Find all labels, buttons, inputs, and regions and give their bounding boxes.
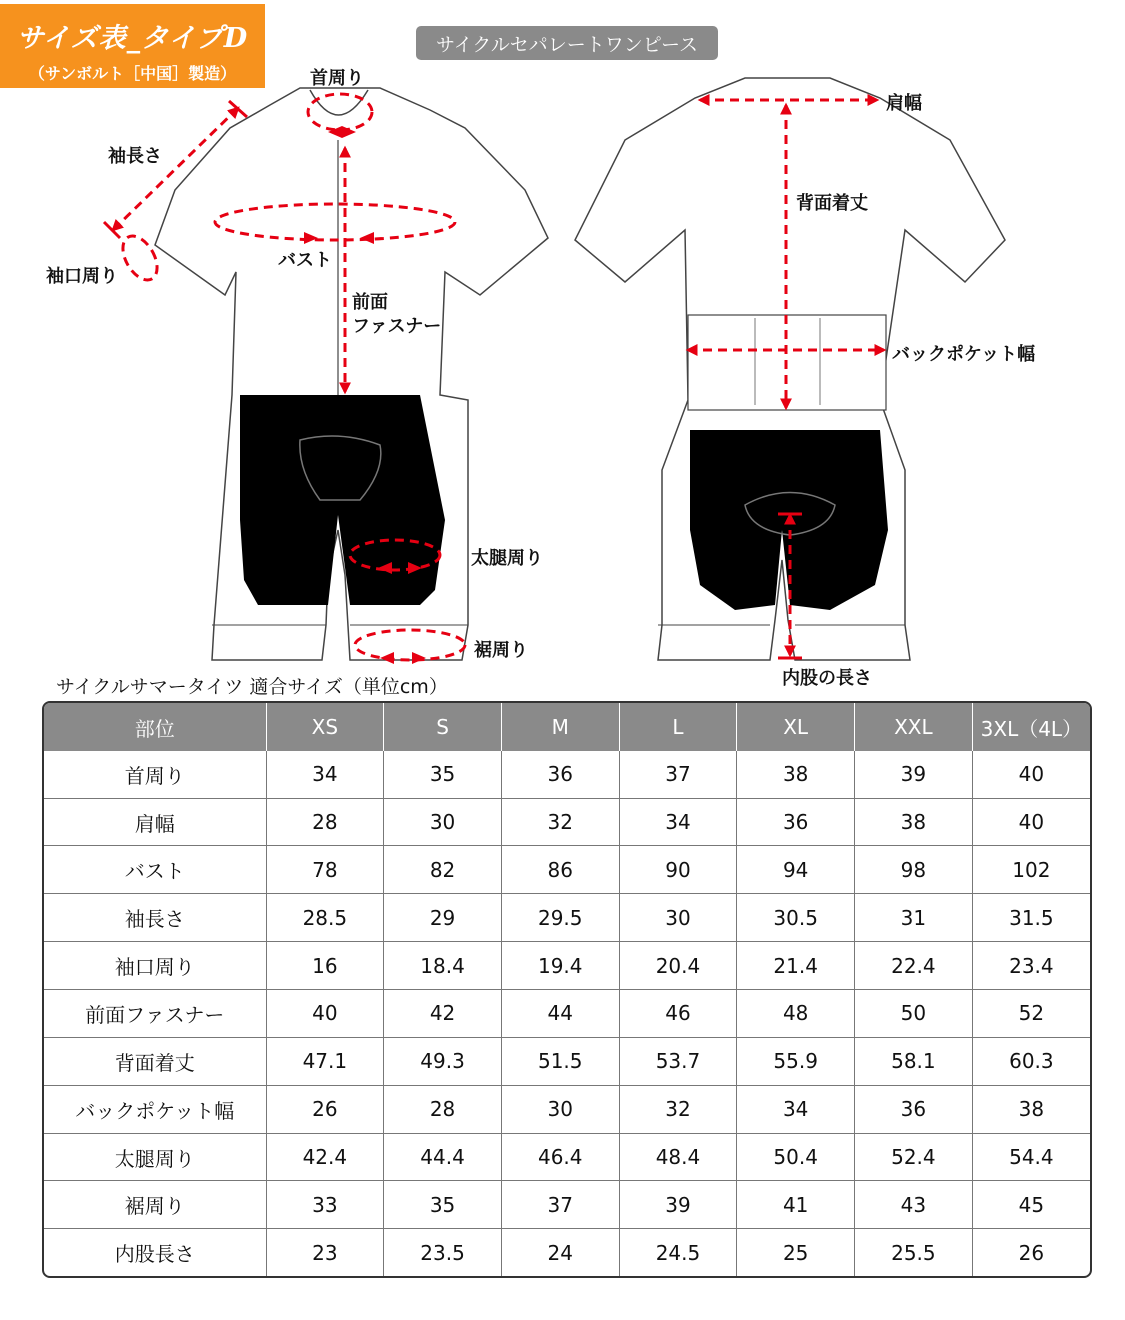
row-label-cell: 裾周り bbox=[44, 1181, 266, 1229]
table-row bbox=[44, 798, 1090, 846]
size-value-cell: 34 bbox=[737, 1085, 855, 1133]
size-value-cell: 86 bbox=[501, 846, 619, 894]
row-label-cell: 背面着丈 bbox=[44, 1037, 266, 1085]
table-header-row bbox=[44, 703, 1090, 751]
size-value-cell: 102 bbox=[972, 846, 1090, 894]
row-label-cell: 前面ファスナー bbox=[44, 990, 266, 1038]
size-value-cell: 47.1 bbox=[266, 1037, 384, 1085]
table-row bbox=[44, 942, 1090, 990]
size-value-cell: 30 bbox=[619, 894, 737, 942]
size-value-cell: 31.5 bbox=[972, 894, 1090, 942]
size-value-cell: 42.4 bbox=[266, 1133, 384, 1181]
size-table bbox=[42, 701, 1092, 1278]
size-value-cell: 40 bbox=[1018, 762, 1045, 787]
table-body bbox=[44, 751, 1090, 1276]
size-value-cell: 25 bbox=[737, 1229, 855, 1276]
size-value-cell: 50 bbox=[855, 990, 973, 1038]
size-value-cell: 33 bbox=[266, 1181, 384, 1229]
row-label-cell: 太腿周り bbox=[44, 1133, 266, 1181]
size-value-cell: 23 bbox=[266, 1229, 384, 1276]
size-value-cell: 32 bbox=[619, 1085, 737, 1133]
size-value-cell: 60.3 bbox=[972, 1037, 1090, 1085]
size-value-cell: 37 bbox=[619, 751, 737, 798]
size-value-cell: 98 bbox=[855, 846, 973, 894]
size-value-cell: 19.4 bbox=[501, 942, 619, 990]
table-row bbox=[44, 1085, 1090, 1133]
size-value-cell: 48 bbox=[737, 990, 855, 1038]
label-hem: 裾周り bbox=[474, 640, 528, 661]
row-label-cell: 袖長さ bbox=[44, 894, 266, 942]
size-value-cell: 30 bbox=[501, 1085, 619, 1133]
size-value-cell: 29.5 bbox=[501, 894, 619, 942]
table-row bbox=[44, 1229, 1090, 1276]
front-garment bbox=[155, 88, 548, 660]
label-inseam: 内股の長さ bbox=[782, 668, 872, 689]
row-label-cell: バックポケット幅 bbox=[44, 1085, 266, 1133]
size-value-cell: 35 bbox=[384, 1181, 502, 1229]
size-value-cell: 48.4 bbox=[619, 1133, 737, 1181]
row-label-cell: 首周り bbox=[44, 751, 266, 798]
label-front-zip-2: ファスナー bbox=[352, 316, 442, 337]
size-value-cell: 34 bbox=[266, 751, 384, 798]
header-cell: L bbox=[619, 703, 737, 751]
size-value-cell: 16 bbox=[266, 942, 384, 990]
size-value-cell: 34 bbox=[619, 798, 737, 846]
size-value-cell: 28 bbox=[384, 1085, 502, 1133]
table-row bbox=[44, 846, 1090, 894]
label-thigh: 太腿周り bbox=[471, 548, 543, 569]
size-value-cell: 23.4 bbox=[972, 942, 1090, 990]
size-value-cell: 20.4 bbox=[619, 942, 737, 990]
size-value-cell: 42 bbox=[384, 990, 502, 1038]
header-cell: S bbox=[384, 703, 502, 751]
table-row bbox=[44, 1181, 1090, 1229]
header-cell: XL bbox=[737, 703, 855, 751]
size-value-cell: 53.7 bbox=[619, 1037, 737, 1085]
header-cell: 部位 bbox=[44, 703, 266, 751]
size-value-cell: 40 bbox=[266, 990, 384, 1038]
size-value-cell: 36 bbox=[501, 751, 619, 798]
label-back-pocket: バックポケット幅 bbox=[892, 344, 1036, 365]
size-value-cell: 38 bbox=[737, 751, 855, 798]
size-value-cell: 37 bbox=[501, 1181, 619, 1229]
back-garment bbox=[575, 78, 1005, 660]
size-value-cell: 94 bbox=[737, 846, 855, 894]
size-value-cell: 46.4 bbox=[501, 1133, 619, 1181]
size-value-cell: 39 bbox=[619, 1181, 737, 1229]
size-value-cell: 55.9 bbox=[737, 1037, 855, 1085]
label-sleeve-length: 袖長さ bbox=[108, 146, 162, 167]
product-name-pill: サイクルセパレートワンピース bbox=[416, 26, 718, 60]
size-value-cell: 44.4 bbox=[384, 1133, 502, 1181]
size-value-cell: 46 bbox=[619, 990, 737, 1038]
size-value-cell: 41 bbox=[737, 1181, 855, 1229]
size-value-cell: 49.3 bbox=[384, 1037, 502, 1085]
label-cuff: 袖口周り bbox=[46, 266, 118, 287]
size-value-cell: 54.4 bbox=[972, 1133, 1090, 1181]
size-value-cell: 36 bbox=[855, 1085, 973, 1133]
table-row bbox=[44, 1037, 1090, 1085]
size-value-cell: 29 bbox=[384, 894, 502, 942]
size-value-cell: 24 bbox=[501, 1229, 619, 1276]
header-cell: XS bbox=[266, 703, 384, 751]
size-value-cell: 52 bbox=[972, 990, 1090, 1038]
size-value-cell: 23.5 bbox=[384, 1229, 502, 1276]
size-value-cell: 50.4 bbox=[737, 1133, 855, 1181]
size-value-cell: 40 bbox=[972, 798, 1090, 846]
size-value-cell: 28.5 bbox=[266, 894, 384, 942]
size-value-cell: 45 bbox=[972, 1181, 1090, 1229]
row-label-cell: バスト bbox=[44, 846, 266, 894]
size-value-cell: 78 bbox=[266, 846, 384, 894]
row-label-cell: 肩幅 bbox=[44, 798, 266, 846]
table-row bbox=[44, 990, 1090, 1038]
table-row bbox=[44, 1133, 1090, 1181]
size-value-cell: 28 bbox=[266, 798, 384, 846]
row-label-cell: 袖口周り bbox=[44, 942, 266, 990]
size-value-cell: 58.1 bbox=[855, 1037, 973, 1085]
size-value-cell: 51.5 bbox=[501, 1037, 619, 1085]
size-value-cell: 44 bbox=[501, 990, 619, 1038]
size-value-cell: 25.5 bbox=[855, 1229, 973, 1276]
size-value-cell: 90 bbox=[619, 846, 737, 894]
size-value-cell: 35 bbox=[384, 751, 502, 798]
size-value-cell: 43 bbox=[855, 1181, 973, 1229]
size-value-cell: 38 bbox=[855, 798, 973, 846]
size-value-cell: 39 bbox=[855, 751, 973, 798]
size-value-cell: 38 bbox=[972, 1085, 1090, 1133]
label-back-length: 背面着丈 bbox=[796, 193, 868, 214]
header-cell: 3XL（4L） bbox=[972, 703, 1090, 751]
row-label-cell: 内股長さ bbox=[44, 1229, 266, 1276]
label-neck: 首周り bbox=[310, 68, 364, 89]
size-value-cell: 24.5 bbox=[619, 1229, 737, 1276]
header-cell: M bbox=[501, 703, 619, 751]
size-value-cell: 26 bbox=[266, 1085, 384, 1133]
size-value-cell: 32 bbox=[501, 798, 619, 846]
size-value-cell: 30.5 bbox=[737, 894, 855, 942]
size-value-cell: 21.4 bbox=[737, 942, 855, 990]
table-row bbox=[44, 894, 1090, 942]
badge-title: サイズ表_タイプD bbox=[16, 23, 249, 54]
size-value-cell: 18.4 bbox=[384, 942, 502, 990]
size-value-cell: 30 bbox=[384, 798, 502, 846]
label-front-zip-1: 前面 bbox=[352, 292, 388, 313]
size-value-cell: 36 bbox=[737, 798, 855, 846]
header-cell: XXL bbox=[855, 703, 973, 751]
size-value-cell: 82 bbox=[384, 846, 502, 894]
size-value-cell: 52.4 bbox=[855, 1133, 973, 1181]
label-bust: バスト bbox=[278, 250, 332, 271]
table-title: サイクルサマータイツ 適合サイズ（単位cm） bbox=[56, 676, 448, 698]
table-row bbox=[44, 751, 1090, 798]
size-value-cell: 31 bbox=[855, 894, 973, 942]
badge-subtitle: （サンボルト［中国］製造） bbox=[28, 64, 237, 83]
label-shoulder: 肩幅 bbox=[886, 93, 922, 114]
size-value-cell: 26 bbox=[972, 1229, 1090, 1276]
size-value-cell: 22.4 bbox=[855, 942, 973, 990]
